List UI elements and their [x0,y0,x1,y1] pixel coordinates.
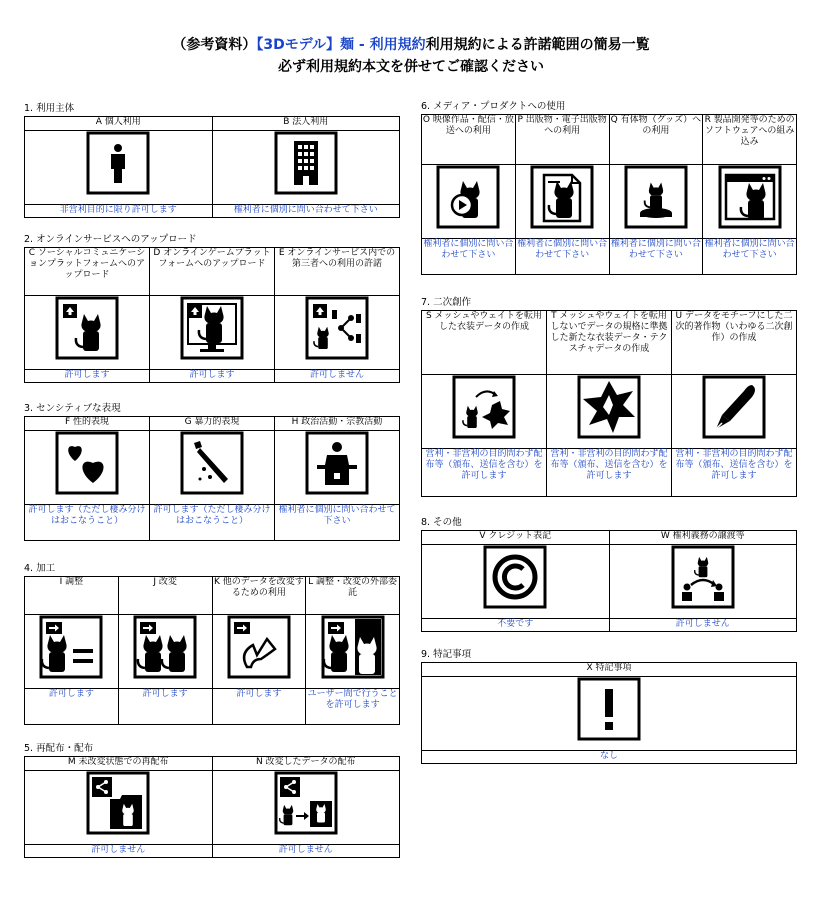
status-text: 非営利目的に限り許可します [25,205,213,218]
status-text: 営利・非営利の目的問わず配布等（頒布、送信を含む）を許可します [672,449,797,497]
status-text: 権利者に個別に問い合わせて下さい [422,239,516,275]
section-heading: 4. 加工 [24,563,56,574]
status-text: 権利者に個別に問い合わせて下さい [515,239,609,275]
item-label: H 政治活動・宗教活動 [275,417,400,431]
video-icon [436,165,500,229]
reuse-data-icon [227,615,291,679]
icon-cell [422,677,797,751]
distribute-modified-icon [274,771,338,835]
item-label: S メッシュやウェイトを転用した衣装データの作成 [422,311,547,375]
podium-icon [305,431,369,495]
item-label: V クレジット表記 [422,531,610,545]
icon-cell [609,165,703,239]
exclamation-icon [577,677,641,741]
section-sensitive-expression [24,402,400,541]
item-label: R 製品開発等のためのソフトウェアへの組み込み [703,115,797,165]
item-label: L 調整・改変の外部委託 [306,577,400,615]
icon-cell [609,545,797,619]
section-heading: 5. 再配布・配布 [24,743,94,754]
software-icon [718,165,782,229]
section-redistribution [24,742,400,858]
item-label: G 暴力的表現 [150,417,275,431]
icon-cell [150,431,275,505]
title-model-name: 麺 - 利用規約 [340,37,426,53]
section-derivative-works [421,296,797,497]
item-label: U データをモチーフにした二次的著作物（いわゆる二次創作）の作成 [672,311,797,375]
icon-cell [275,296,400,370]
item-label: T メッシュやウェイトを転用しないでデータの規格に準拠した新たな衣装データ・テクスチャデータの作成 [547,311,672,375]
icon-cell [25,615,119,689]
section-online-upload [24,233,400,383]
item-label: Q 有体物（グッズ）への利用 [609,115,703,165]
section-heading: 6. メディア・プロダクトへの使用 [421,101,566,112]
status-text: 権利者に個別に問い合わせて下さい [703,239,797,275]
status-text: 許可しません [212,845,400,858]
icon-cell [672,375,797,449]
icon-cell [118,615,212,689]
item-label: D オンラインゲームプラットフォームへのアップロード [150,248,275,296]
section-heading: 7. 二次創作 [421,297,472,308]
section-heading: 3. センシティブな表現 [24,403,121,414]
item-label: C ソーシャルコミュニケーションプラットフォームへのアップロード [25,248,150,296]
status-text: 営利・非営利の目的問わず配布等（頒布、送信を含む）を許可します [422,449,547,497]
section-heading: 1. 利用主体 [24,103,75,114]
costume-transfer-icon [452,375,516,439]
page-subtitle: 必ず利用規約本文を併せてご確認ください [278,59,544,75]
icon-cell [25,771,213,845]
status-text: 許可します（ただし棲み分けはおこなうこと） [25,505,150,541]
icon-cell [703,165,797,239]
icon-cell [212,771,400,845]
status-text: 許可します [118,689,212,725]
item-label: I 調整 [25,577,119,615]
section-heading: 8. その他 [421,517,462,528]
status-text: 許可します [150,370,275,383]
adjust-icon [39,615,103,679]
status-text: なし [422,751,797,764]
item-label: P 出版物・電子出版物への利用 [515,115,609,165]
section-heading: 2. オンラインサービスへのアップロード [24,234,197,245]
game-upload-icon [180,296,244,360]
item-label: X 特記事項 [422,663,797,677]
figure-goods-icon [624,165,688,229]
item-label: W 権利義務の譲渡等 [609,531,797,545]
status-text: 許可しません [609,619,797,632]
status-text: 許可します（ただし棲み分けはおこなうこと） [150,505,275,541]
pen-icon [702,375,766,439]
transfer-rights-icon [671,545,735,609]
third-party-share-icon [305,296,369,360]
icon-cell [306,615,400,689]
title-prefix: （参考資料） [172,37,257,53]
icon-cell [25,431,150,505]
item-label: K 他のデータを改変するための利用 [212,577,306,615]
item-label: O 映像作品・配信・放送への利用 [422,115,516,165]
status-text: 許可します [25,370,150,383]
status-text: 許可します [25,689,119,725]
icon-cell [212,615,306,689]
section-processing [24,562,400,725]
new-costume-icon [577,375,641,439]
status-text: 権利者に個別に問い合わせて下さい [275,505,400,541]
icon-cell [547,375,672,449]
social-upload-icon [55,296,119,360]
item-label: E オンラインサービス内での第三者への利用の許諾 [275,248,400,296]
icon-cell [212,131,400,205]
building-icon [274,131,338,195]
outsource-icon [321,615,385,679]
title-model: 【3Dモデル】 [256,37,341,53]
knife-icon [180,431,244,495]
person-icon [86,131,150,195]
icon-cell [150,296,275,370]
section-usage-subject [24,102,400,218]
modify-icon [133,615,197,679]
icon-cell [25,131,213,205]
icon-cell [25,296,150,370]
icon-cell [275,431,400,505]
copyright-icon [483,545,547,609]
status-text: 許可しません [25,845,213,858]
section-other [421,516,797,632]
status-text: 不要です [422,619,610,632]
icon-cell [422,545,610,619]
item-label: F 性的表現 [25,417,150,431]
status-text: 権利者に個別に問い合わせて下さい [212,205,400,218]
redistribute-icon [86,771,150,835]
title-suffix: 利用規約による許諾範囲の簡易一覧 [425,37,650,53]
icon-cell [422,165,516,239]
status-text: 許可します [212,689,306,725]
status-text: ユーザー間で行うことを許可します [306,689,400,725]
hearts-icon [55,431,119,495]
section-media-products [421,100,797,275]
publication-icon [530,165,594,229]
icon-cell [515,165,609,239]
item-label: A 個人利用 [25,117,213,131]
icon-cell [422,375,547,449]
page-title [0,34,822,54]
status-text: 権利者に個別に問い合わせて下さい [609,239,703,275]
section-heading: 9. 特記事項 [421,649,472,660]
section-special-notes [421,648,797,764]
status-text: 営利・非営利の目的問わず配布等（頒布、送信を含む）を許可します [547,449,672,497]
item-label: J 改変 [118,577,212,615]
item-label: N 改変したデータの配布 [212,757,400,771]
status-text: 許可しません [275,370,400,383]
item-label: B 法人利用 [212,117,400,131]
item-label: M 未改変状態での再配布 [25,757,213,771]
